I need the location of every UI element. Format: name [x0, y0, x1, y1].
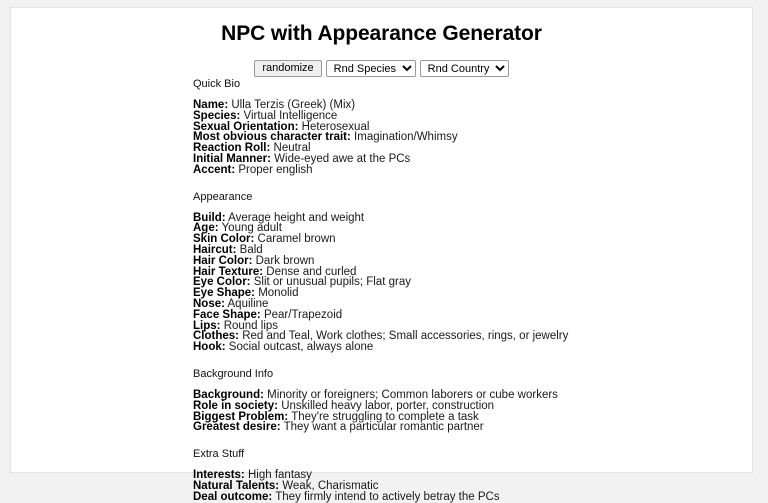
field-value: Unskilled heavy labor, porter, construction — [281, 399, 495, 412]
field-label: Face Shape: — [193, 308, 261, 321]
npc-field — [193, 288, 752, 299]
npc-field — [193, 234, 752, 245]
field-value: High fantasy — [247, 469, 312, 482]
field-label: Hook: — [193, 341, 226, 354]
field-label: Hair Color: — [193, 254, 253, 267]
field-value: Minority or foreigners; Common laborers or cube workers — [267, 388, 558, 401]
field-label: Eye Shape: — [193, 287, 255, 300]
field-label: Reaction Roll: — [193, 142, 271, 155]
field-value: Monolid — [258, 287, 299, 300]
field-list — [193, 100, 752, 176]
field-value: Dense and curled — [266, 265, 357, 278]
field-label: Initial Manner: — [193, 152, 271, 165]
npc-field — [193, 165, 752, 176]
field-value: Slit or unusual pupils; Flat gray — [253, 276, 411, 289]
field-label: Deal outcome: — [193, 490, 273, 503]
npc-sheet — [11, 78, 752, 503]
npc-field — [193, 422, 752, 433]
field-label: Hair Texture: — [193, 265, 264, 278]
field-value: They want a particular romantic partner — [283, 421, 484, 434]
field-label: Skin Color: — [193, 233, 255, 246]
npc-section — [193, 78, 752, 176]
field-list — [193, 213, 752, 353]
npc-section — [193, 448, 752, 502]
field-list — [193, 390, 752, 433]
field-value: They firmly intend to actively betray the PCs — [275, 490, 500, 503]
field-value: Bald — [239, 243, 263, 256]
field-value: Proper english — [238, 163, 313, 176]
field-value: Red and Teal, Work clothes; Small accessories, rings, or jewelry — [242, 330, 569, 343]
section-heading: Appearance — [193, 190, 253, 203]
field-label: Clothes: — [193, 330, 239, 343]
field-label: Accent: — [193, 163, 236, 176]
field-label: Build: — [193, 211, 226, 224]
section-heading: Quick Bio — [193, 78, 241, 90]
field-label: Haircut: — [193, 243, 237, 256]
field-label: Biggest Problem: — [193, 410, 289, 423]
controls-toolbar — [11, 60, 752, 78]
field-list — [193, 470, 752, 502]
field-value: They're struggling to complete a task — [291, 410, 479, 423]
spacer — [193, 433, 752, 448]
field-value: Neutral — [273, 142, 311, 155]
field-label: Eye Color: — [193, 276, 251, 289]
field-label: Interests: — [193, 469, 245, 482]
country-select[interactable] — [420, 60, 509, 77]
field-value: Virtual Intelligence — [243, 109, 338, 122]
npc-field — [193, 342, 752, 353]
field-label: Species: — [193, 109, 241, 122]
randomize-button[interactable]: randomize — [254, 60, 321, 77]
field-label: Nose: — [193, 297, 225, 310]
field-value: Ulla Terzis (Greek) (Mix) — [231, 99, 356, 111]
section-heading: Extra Stuff — [193, 448, 245, 461]
field-label: Role in society: — [193, 399, 278, 412]
field-value: Heterosexual — [301, 120, 370, 133]
field-label: Name: — [193, 99, 229, 111]
spacer — [193, 176, 752, 191]
field-value: Weak, Charismatic — [282, 479, 379, 492]
field-value: Round lips — [223, 319, 279, 332]
npc-section — [193, 368, 752, 433]
field-label: Age: — [193, 222, 219, 235]
field-label: Greatest desire: — [193, 421, 281, 434]
field-value: Pear/Trapezoid — [263, 308, 343, 321]
npc-field — [193, 492, 752, 503]
field-label: Natural Talents: — [193, 479, 280, 492]
field-value: Imagination/Whimsy — [354, 131, 458, 144]
field-value: Wide-eyed awe at the PCs — [274, 152, 411, 165]
field-label: Lips: — [193, 319, 221, 332]
field-value: Average height and weight — [228, 211, 365, 224]
species-select[interactable] — [326, 60, 416, 77]
npc-section — [193, 191, 752, 353]
field-label: Most obvious character trait: — [193, 131, 351, 144]
field-value: Social outcast, always alone — [228, 341, 374, 354]
field-label: Background: — [193, 388, 264, 401]
field-label: Sexual Orientation: — [193, 120, 299, 133]
spacer — [193, 353, 752, 368]
field-value: Young adult — [221, 222, 282, 235]
document-body — [11, 22, 752, 503]
section-heading: Background Info — [193, 367, 274, 380]
page-title: NPC with Appearance Generator — [221, 22, 542, 45]
browser-content-frame — [10, 7, 753, 503]
field-value: Dark brown — [255, 254, 315, 267]
field-value: Caramel brown — [257, 233, 336, 246]
field-value: Aquiline — [227, 297, 269, 310]
